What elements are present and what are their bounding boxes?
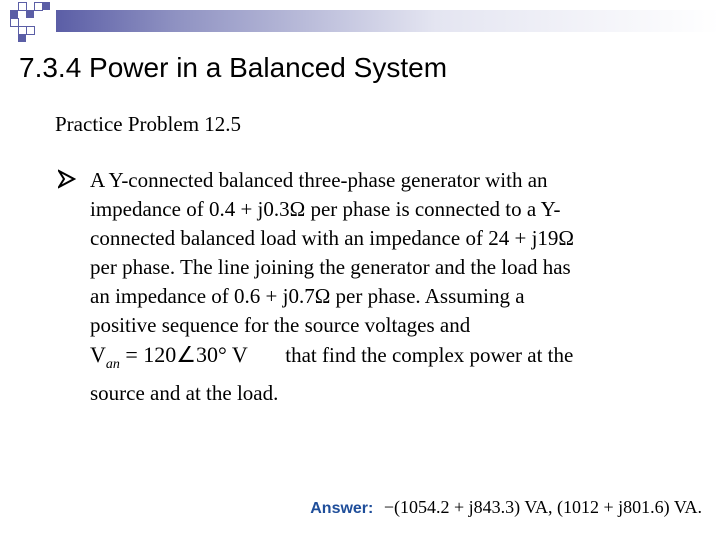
- arrow-check-bullet-icon: [58, 169, 76, 189]
- problem-text: [90, 166, 650, 408]
- deco-square: [26, 26, 35, 35]
- decorative-squares: [0, 0, 60, 50]
- problem-line-formula: [90, 340, 650, 379]
- deco-square: [18, 34, 26, 42]
- answer: [310, 497, 702, 518]
- formula-symbol: V: [90, 342, 106, 367]
- header-gradient-bar: [56, 10, 720, 32]
- slide-title: 7.3.4 Power in a Balanced System: [19, 52, 448, 83]
- problem-line: per phase. The line joining the generator and the load has: [90, 255, 571, 279]
- problem-line: impedance of 0.4 + j0.3Ω per phase is connected to a Y-: [90, 197, 561, 221]
- problem-line: A Y-connected balanced three-phase generator with an: [90, 168, 548, 192]
- problem-line: positive sequence for the source voltages and: [90, 313, 471, 337]
- problem-line-tail: that find the complex power at the: [280, 343, 574, 367]
- deco-square: [42, 2, 50, 10]
- answer-text: −(1054.2 + j843.3) VA, (1012 + j801.6) VA.: [383, 497, 702, 517]
- slide-subtitle: Practice Problem 12.5: [55, 112, 242, 136]
- problem-line: connected balanced load with an impedance of 24 + j19Ω: [90, 226, 575, 250]
- problem-line: an impedance of 0.6 + j0.7Ω per phase. Assuming a: [90, 284, 525, 308]
- deco-square: [10, 10, 18, 18]
- answer-label: Answer:: [310, 500, 374, 517]
- problem-line: source and at the load.: [90, 381, 279, 405]
- formula-value: = 120∠30° V: [119, 342, 248, 367]
- formula-subscript: an: [105, 357, 120, 372]
- voltage-formula: [90, 340, 280, 379]
- deco-square: [26, 10, 34, 18]
